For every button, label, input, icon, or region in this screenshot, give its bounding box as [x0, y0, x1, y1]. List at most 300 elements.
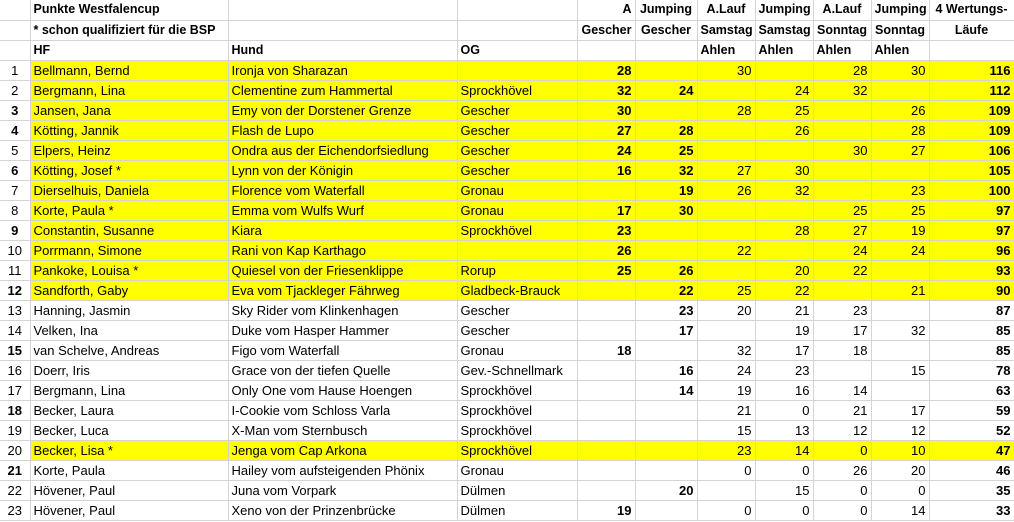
- hund-cell[interactable]: Jenga vom Cap Arkona: [228, 440, 457, 460]
- total-cell[interactable]: 90: [929, 280, 1014, 300]
- hf-cell[interactable]: Korte, Paula *: [30, 200, 228, 220]
- og-cell[interactable]: Gescher: [457, 100, 577, 120]
- jumping-gescher-cell[interactable]: [635, 460, 697, 480]
- hund-cell[interactable]: Flash de Lupo: [228, 120, 457, 140]
- total-cell[interactable]: 105: [929, 160, 1014, 180]
- a-gescher-cell[interactable]: 32: [577, 80, 635, 100]
- a-gescher-cell[interactable]: 26: [577, 240, 635, 260]
- table-row: [0, 480, 1014, 500]
- og-cell[interactable]: Gescher: [457, 160, 577, 180]
- alauf-sun-cell[interactable]: [813, 100, 871, 120]
- hf-cell[interactable]: Porrmann, Simone: [30, 240, 228, 260]
- hf-cell[interactable]: Korte, Paula: [30, 460, 228, 480]
- jumping-sat-cell[interactable]: 15: [755, 480, 813, 500]
- total-cell[interactable]: 52: [929, 420, 1014, 440]
- hund-cell[interactable]: Emma vom Wulfs Wurf: [228, 200, 457, 220]
- alauf-sat-cell[interactable]: [697, 200, 755, 220]
- a-gescher-cell[interactable]: 27: [577, 120, 635, 140]
- a-gescher-cell[interactable]: 25: [577, 260, 635, 280]
- row-number[interactable]: 21: [0, 460, 30, 480]
- alauf-sat-cell[interactable]: 20: [697, 300, 755, 320]
- hf-cell[interactable]: Hövener, Paul: [30, 480, 228, 500]
- alauf-sun-cell[interactable]: 12: [813, 420, 871, 440]
- jumping-gescher-cell[interactable]: [635, 100, 697, 120]
- jumping-gescher-cell[interactable]: [635, 500, 697, 520]
- header-alauf-sat[interactable]: A.Lauf: [697, 0, 755, 20]
- total-cell[interactable]: 33: [929, 500, 1014, 520]
- header-wertung[interactable]: 4 Wertungs-: [929, 0, 1014, 20]
- og-cell[interactable]: Gescher: [457, 140, 577, 160]
- total-cell[interactable]: 85: [929, 320, 1014, 340]
- jumping-sun-cell[interactable]: 19: [871, 220, 929, 240]
- og-cell[interactable]: Sprockhövel: [457, 220, 577, 240]
- alauf-sun-cell[interactable]: [813, 120, 871, 140]
- header-a-place[interactable]: Gescher: [577, 20, 635, 40]
- hf-cell[interactable]: Becker, Laura: [30, 400, 228, 420]
- alauf-sat-cell[interactable]: 0: [697, 460, 755, 480]
- og-cell[interactable]: Gronau: [457, 460, 577, 480]
- jumping-gescher-cell[interactable]: [635, 340, 697, 360]
- og-cell[interactable]: [457, 60, 577, 80]
- hund-cell[interactable]: Quiesel von der Friesenklippe: [228, 260, 457, 280]
- jumping-sat-cell[interactable]: 22: [755, 280, 813, 300]
- total-cell[interactable]: 116: [929, 60, 1014, 80]
- alauf-sun-cell[interactable]: 25: [813, 200, 871, 220]
- header-alauf-sun[interactable]: A.Lauf: [813, 0, 871, 20]
- jumping-sun-cell[interactable]: [871, 380, 929, 400]
- jumping-gescher-cell[interactable]: 19: [635, 180, 697, 200]
- hf-cell[interactable]: Becker, Lisa *: [30, 440, 228, 460]
- jumping-gescher-cell[interactable]: 32: [635, 160, 697, 180]
- jumping-gescher-cell[interactable]: 22: [635, 280, 697, 300]
- a-gescher-cell[interactable]: 28: [577, 60, 635, 80]
- jumping-sat-cell[interactable]: 30: [755, 160, 813, 180]
- og-cell[interactable]: Gescher: [457, 300, 577, 320]
- alauf-sat-cell[interactable]: 27: [697, 160, 755, 180]
- jumping-gescher-cell[interactable]: 16: [635, 360, 697, 380]
- row-number[interactable]: 19: [0, 420, 30, 440]
- alauf-sat-cell[interactable]: 15: [697, 420, 755, 440]
- jumping-sat-cell[interactable]: 21: [755, 300, 813, 320]
- header-jumping-sun-venue[interactable]: Ahlen: [871, 40, 929, 60]
- jumping-sun-cell[interactable]: 30: [871, 60, 929, 80]
- og-cell[interactable]: Rorup: [457, 260, 577, 280]
- jumping-sun-cell[interactable]: 17: [871, 400, 929, 420]
- jumping-gescher-cell[interactable]: 26: [635, 260, 697, 280]
- a-gescher-cell[interactable]: [577, 480, 635, 500]
- row-number[interactable]: 8: [0, 200, 30, 220]
- hf-cell[interactable]: Bellmann, Bernd: [30, 60, 228, 80]
- alauf-sun-cell[interactable]: 32: [813, 80, 871, 100]
- a-gescher-cell[interactable]: [577, 460, 635, 480]
- og-cell[interactable]: Gronau: [457, 180, 577, 200]
- a-gescher-cell[interactable]: [577, 280, 635, 300]
- hund-cell[interactable]: Figo vom Waterfall: [228, 340, 457, 360]
- jumping-sat-cell[interactable]: 26: [755, 120, 813, 140]
- alauf-sat-cell[interactable]: 0: [697, 500, 755, 520]
- alauf-sat-cell[interactable]: [697, 80, 755, 100]
- alauf-sun-cell[interactable]: 0: [813, 440, 871, 460]
- alauf-sun-cell[interactable]: [813, 160, 871, 180]
- og-cell[interactable]: [457, 240, 577, 260]
- jumping-sun-cell[interactable]: 24: [871, 240, 929, 260]
- jumping-sat-cell[interactable]: 25: [755, 100, 813, 120]
- jumping-gescher-cell[interactable]: [635, 440, 697, 460]
- row-number[interactable]: 11: [0, 260, 30, 280]
- jumping-sun-cell[interactable]: 20: [871, 460, 929, 480]
- jumping-sun-cell[interactable]: 15: [871, 360, 929, 380]
- alauf-sun-cell[interactable]: 30: [813, 140, 871, 160]
- column-header-row: [0, 40, 1014, 60]
- hund-cell[interactable]: Ondra aus der Eichendorfsiedlung: [228, 140, 457, 160]
- jumping-sat-cell[interactable]: 24: [755, 80, 813, 100]
- header-hf[interactable]: HF: [30, 40, 228, 60]
- header-alauf-sun-venue[interactable]: Ahlen: [813, 40, 871, 60]
- header-jumping[interactable]: Jumping: [635, 0, 697, 20]
- a-gescher-cell[interactable]: [577, 360, 635, 380]
- jumping-sat-cell[interactable]: 28: [755, 220, 813, 240]
- hund-cell[interactable]: I-Cookie vom Schloss Varla: [228, 400, 457, 420]
- a-gescher-cell[interactable]: 17: [577, 200, 635, 220]
- hund-cell[interactable]: Florence vom Waterfall: [228, 180, 457, 200]
- total-cell[interactable]: 100: [929, 180, 1014, 200]
- jumping-sat-cell[interactable]: 13: [755, 420, 813, 440]
- og-cell[interactable]: Sprockhövel: [457, 380, 577, 400]
- hf-cell[interactable]: Bergmann, Lina: [30, 80, 228, 100]
- cell[interactable]: [0, 40, 30, 60]
- jumping-gescher-cell[interactable]: [635, 420, 697, 440]
- jumping-gescher-cell[interactable]: [635, 220, 697, 240]
- a-gescher-cell[interactable]: [577, 380, 635, 400]
- row-number[interactable]: 7: [0, 180, 30, 200]
- og-cell[interactable]: Sprockhövel: [457, 420, 577, 440]
- row-number[interactable]: 2: [0, 80, 30, 100]
- og-cell[interactable]: Dülmen: [457, 480, 577, 500]
- jumping-sat-cell[interactable]: 17: [755, 340, 813, 360]
- cell[interactable]: [635, 40, 697, 60]
- jumping-sun-cell[interactable]: [871, 80, 929, 100]
- hund-cell[interactable]: Eva vom Tjackleger Fährweg: [228, 280, 457, 300]
- alauf-sun-cell[interactable]: 0: [813, 480, 871, 500]
- a-gescher-cell[interactable]: [577, 400, 635, 420]
- jumping-sun-cell[interactable]: 27: [871, 140, 929, 160]
- total-cell[interactable]: 96: [929, 240, 1014, 260]
- alauf-sun-cell[interactable]: 28: [813, 60, 871, 80]
- cell[interactable]: [929, 40, 1014, 60]
- row-number[interactable]: 23: [0, 500, 30, 520]
- hf-cell[interactable]: Bergmann, Lina: [30, 380, 228, 400]
- alauf-sat-cell[interactable]: 28: [697, 100, 755, 120]
- jumping-gescher-cell[interactable]: 24: [635, 80, 697, 100]
- a-gescher-cell[interactable]: [577, 300, 635, 320]
- jumping-sat-cell[interactable]: 23: [755, 360, 813, 380]
- alauf-sun-cell[interactable]: 21: [813, 400, 871, 420]
- header-jumping-sat-venue[interactable]: Ahlen: [755, 40, 813, 60]
- row-number[interactable]: 20: [0, 440, 30, 460]
- alauf-sat-cell[interactable]: 23: [697, 440, 755, 460]
- alauf-sat-cell[interactable]: 24: [697, 360, 755, 380]
- hf-cell[interactable]: Constantin, Susanne: [30, 220, 228, 240]
- jumping-gescher-cell[interactable]: [635, 240, 697, 260]
- hf-cell[interactable]: Doerr, Iris: [30, 360, 228, 380]
- og-cell[interactable]: Dülmen: [457, 500, 577, 520]
- alauf-sun-cell[interactable]: 18: [813, 340, 871, 360]
- og-cell[interactable]: Gev.-Schnellmark: [457, 360, 577, 380]
- hf-cell[interactable]: van Schelve, Andreas: [30, 340, 228, 360]
- hf-cell[interactable]: Hövener, Paul: [30, 500, 228, 520]
- og-cell[interactable]: Gronau: [457, 200, 577, 220]
- og-cell[interactable]: Sprockhövel: [457, 440, 577, 460]
- header-og[interactable]: OG: [457, 40, 577, 60]
- sheet-title[interactable]: Punkte Westfalencup: [30, 0, 228, 20]
- jumping-sun-cell[interactable]: 23: [871, 180, 929, 200]
- hf-cell[interactable]: Pankoke, Louisa *: [30, 260, 228, 280]
- alauf-sun-cell[interactable]: [813, 280, 871, 300]
- total-cell[interactable]: 97: [929, 200, 1014, 220]
- hund-cell[interactable]: Hailey vom aufsteigenden Phönix: [228, 460, 457, 480]
- row-number[interactable]: 1: [0, 60, 30, 80]
- hf-cell[interactable]: Jansen, Jana: [30, 100, 228, 120]
- alauf-sun-cell[interactable]: 14: [813, 380, 871, 400]
- jumping-sat-cell[interactable]: 32: [755, 180, 813, 200]
- cell[interactable]: [577, 40, 635, 60]
- alauf-sat-cell[interactable]: 21: [697, 400, 755, 420]
- table-row: [0, 360, 1014, 380]
- table-row: [0, 460, 1014, 480]
- total-cell[interactable]: 109: [929, 100, 1014, 120]
- header-a[interactable]: A: [577, 0, 635, 20]
- jumping-sun-cell[interactable]: 26: [871, 100, 929, 120]
- total-cell[interactable]: 112: [929, 80, 1014, 100]
- alauf-sat-cell[interactable]: 25: [697, 280, 755, 300]
- row-number[interactable]: 5: [0, 140, 30, 160]
- hund-cell[interactable]: Rani von Kap Karthago: [228, 240, 457, 260]
- hund-cell[interactable]: Only One vom Hause Hoengen: [228, 380, 457, 400]
- cell[interactable]: [457, 20, 577, 40]
- row-number[interactable]: 9: [0, 220, 30, 240]
- cell[interactable]: [228, 20, 457, 40]
- jumping-gescher-cell[interactable]: [635, 60, 697, 80]
- jumping-sat-cell[interactable]: 0: [755, 500, 813, 520]
- hf-cell[interactable]: Dierselhuis, Daniela: [30, 180, 228, 200]
- total-cell[interactable]: 106: [929, 140, 1014, 160]
- jumping-sat-cell[interactable]: 16: [755, 380, 813, 400]
- jumping-gescher-cell[interactable]: 23: [635, 300, 697, 320]
- table-row: [0, 160, 1014, 180]
- table-row: [0, 380, 1014, 400]
- header-hund[interactable]: Hund: [228, 40, 457, 60]
- alauf-sat-cell[interactable]: 19: [697, 380, 755, 400]
- header-alauf-sat-venue[interactable]: Ahlen: [697, 40, 755, 60]
- jumping-sun-cell[interactable]: [871, 300, 929, 320]
- total-cell[interactable]: 85: [929, 340, 1014, 360]
- alauf-sat-cell[interactable]: 22: [697, 240, 755, 260]
- og-cell[interactable]: Gescher: [457, 320, 577, 340]
- total-cell[interactable]: 97: [929, 220, 1014, 240]
- jumping-gescher-cell[interactable]: 25: [635, 140, 697, 160]
- hund-cell[interactable]: Duke vom Hasper Hammer: [228, 320, 457, 340]
- header-jumping-sat-day[interactable]: Samstag: [755, 20, 813, 40]
- hf-cell[interactable]: Hanning, Jasmin: [30, 300, 228, 320]
- alauf-sat-cell[interactable]: [697, 140, 755, 160]
- hund-cell[interactable]: Emy von der Dorstener Grenze: [228, 100, 457, 120]
- hf-cell[interactable]: Elpers, Heinz: [30, 140, 228, 160]
- alauf-sat-cell[interactable]: [697, 120, 755, 140]
- alauf-sun-cell[interactable]: 27: [813, 220, 871, 240]
- jumping-sun-cell[interactable]: 0: [871, 480, 929, 500]
- hf-cell[interactable]: Velken, Ina: [30, 320, 228, 340]
- qualified-note[interactable]: * schon qualifiziert für die BSP: [30, 20, 228, 40]
- row-number[interactable]: 10: [0, 240, 30, 260]
- table-row: [0, 80, 1014, 100]
- hf-cell[interactable]: Sandforth, Gaby: [30, 280, 228, 300]
- jumping-sun-cell[interactable]: 14: [871, 500, 929, 520]
- jumping-sat-cell[interactable]: [755, 140, 813, 160]
- total-cell[interactable]: 93: [929, 260, 1014, 280]
- title-row: [0, 0, 1014, 20]
- jumping-sat-cell[interactable]: 20: [755, 260, 813, 280]
- alauf-sat-cell[interactable]: 32: [697, 340, 755, 360]
- hf-cell[interactable]: Kötting, Jannik: [30, 120, 228, 140]
- alauf-sun-cell[interactable]: 22: [813, 260, 871, 280]
- hund-cell[interactable]: Xeno von der Prinzenbrücke: [228, 500, 457, 520]
- row-number[interactable]: 17: [0, 380, 30, 400]
- jumping-sun-cell[interactable]: 21: [871, 280, 929, 300]
- a-gescher-cell[interactable]: 18: [577, 340, 635, 360]
- jumping-sun-cell[interactable]: 25: [871, 200, 929, 220]
- row-number[interactable]: 13: [0, 300, 30, 320]
- a-gescher-cell[interactable]: [577, 180, 635, 200]
- row-number[interactable]: 18: [0, 400, 30, 420]
- row-number[interactable]: 22: [0, 480, 30, 500]
- a-gescher-cell[interactable]: [577, 320, 635, 340]
- jumping-sat-cell[interactable]: 0: [755, 400, 813, 420]
- a-gescher-cell[interactable]: 24: [577, 140, 635, 160]
- hund-cell[interactable]: X-Man vom Sternbusch: [228, 420, 457, 440]
- hf-cell[interactable]: Becker, Luca: [30, 420, 228, 440]
- total-cell[interactable]: 46: [929, 460, 1014, 480]
- hund-cell[interactable]: Juna vom Vorpark: [228, 480, 457, 500]
- a-gescher-cell[interactable]: [577, 420, 635, 440]
- alauf-sun-cell[interactable]: 24: [813, 240, 871, 260]
- total-cell[interactable]: 87: [929, 300, 1014, 320]
- table-row: [0, 180, 1014, 200]
- alauf-sun-cell[interactable]: [813, 360, 871, 380]
- alauf-sun-cell[interactable]: 0: [813, 500, 871, 520]
- jumping-sun-cell[interactable]: [871, 340, 929, 360]
- jumping-sun-cell[interactable]: 10: [871, 440, 929, 460]
- alauf-sat-cell[interactable]: 26: [697, 180, 755, 200]
- jumping-sat-cell[interactable]: 0: [755, 460, 813, 480]
- total-cell[interactable]: 63: [929, 380, 1014, 400]
- hund-cell[interactable]: Grace von der tiefen Quelle: [228, 360, 457, 380]
- og-cell[interactable]: Gladbeck-Brauck: [457, 280, 577, 300]
- row-number[interactable]: 15: [0, 340, 30, 360]
- a-gescher-cell[interactable]: 30: [577, 100, 635, 120]
- a-gescher-cell[interactable]: [577, 440, 635, 460]
- hund-cell[interactable]: Sky Rider vom Klinkenhagen: [228, 300, 457, 320]
- og-cell[interactable]: Sprockhövel: [457, 80, 577, 100]
- jumping-gescher-cell[interactable]: 14: [635, 380, 697, 400]
- header-jumping-sun[interactable]: Jumping: [871, 0, 929, 20]
- jumping-sun-cell[interactable]: 32: [871, 320, 929, 340]
- jumping-gescher-cell[interactable]: [635, 400, 697, 420]
- header-jumping-sat[interactable]: Jumping: [755, 0, 813, 20]
- og-cell[interactable]: Gronau: [457, 340, 577, 360]
- jumping-sun-cell[interactable]: [871, 260, 929, 280]
- jumping-sun-cell[interactable]: 28: [871, 120, 929, 140]
- header-jumping-place[interactable]: Gescher: [635, 20, 697, 40]
- total-cell[interactable]: 35: [929, 480, 1014, 500]
- jumping-sun-cell[interactable]: 12: [871, 420, 929, 440]
- row-number[interactable]: 16: [0, 360, 30, 380]
- jumping-sat-cell[interactable]: 14: [755, 440, 813, 460]
- header-alauf-sun-day[interactable]: Sonntag: [813, 20, 871, 40]
- jumping-sat-cell[interactable]: 19: [755, 320, 813, 340]
- table-row: [0, 260, 1014, 280]
- total-cell[interactable]: 109: [929, 120, 1014, 140]
- jumping-gescher-cell[interactable]: 17: [635, 320, 697, 340]
- jumping-sat-cell[interactable]: [755, 240, 813, 260]
- jumping-gescher-cell[interactable]: 20: [635, 480, 697, 500]
- cell[interactable]: [0, 0, 30, 20]
- jumping-sun-cell[interactable]: [871, 160, 929, 180]
- table-row: [0, 500, 1014, 520]
- cell[interactable]: [0, 20, 30, 40]
- cell[interactable]: [457, 0, 577, 20]
- og-cell[interactable]: Sprockhövel: [457, 400, 577, 420]
- cell[interactable]: [228, 0, 457, 20]
- header-laeufe[interactable]: Läufe: [929, 20, 1014, 40]
- alauf-sun-cell[interactable]: 23: [813, 300, 871, 320]
- alauf-sun-cell[interactable]: [813, 180, 871, 200]
- table-row: [0, 280, 1014, 300]
- hund-cell[interactable]: Lynn von der Königin: [228, 160, 457, 180]
- row-number[interactable]: 6: [0, 160, 30, 180]
- row-number[interactable]: 14: [0, 320, 30, 340]
- note-row: [0, 20, 1014, 40]
- jumping-gescher-cell[interactable]: 30: [635, 200, 697, 220]
- alauf-sat-cell[interactable]: [697, 220, 755, 240]
- total-cell[interactable]: 47: [929, 440, 1014, 460]
- alauf-sun-cell[interactable]: 26: [813, 460, 871, 480]
- alauf-sat-cell[interactable]: [697, 480, 755, 500]
- alauf-sat-cell[interactable]: [697, 260, 755, 280]
- a-gescher-cell[interactable]: 23: [577, 220, 635, 240]
- row-number[interactable]: 3: [0, 100, 30, 120]
- header-jumping-sun-day[interactable]: Sonntag: [871, 20, 929, 40]
- hund-cell[interactable]: Ironja von Sharazan: [228, 60, 457, 80]
- hf-cell[interactable]: Kötting, Josef *: [30, 160, 228, 180]
- jumping-sat-cell[interactable]: [755, 200, 813, 220]
- alauf-sat-cell[interactable]: 30: [697, 60, 755, 80]
- og-cell[interactable]: Gescher: [457, 120, 577, 140]
- jumping-sat-cell[interactable]: [755, 60, 813, 80]
- hund-cell[interactable]: Kiara: [228, 220, 457, 240]
- total-cell[interactable]: 59: [929, 400, 1014, 420]
- table-row: [0, 240, 1014, 260]
- a-gescher-cell[interactable]: 19: [577, 500, 635, 520]
- alauf-sun-cell[interactable]: 17: [813, 320, 871, 340]
- alauf-sat-cell[interactable]: [697, 320, 755, 340]
- hund-cell[interactable]: Clementine zum Hammertal: [228, 80, 457, 100]
- jumping-gescher-cell[interactable]: 28: [635, 120, 697, 140]
- row-number[interactable]: 4: [0, 120, 30, 140]
- header-alauf-sat-day[interactable]: Samstag: [697, 20, 755, 40]
- a-gescher-cell[interactable]: 16: [577, 160, 635, 180]
- total-cell[interactable]: 78: [929, 360, 1014, 380]
- row-number[interactable]: 12: [0, 280, 30, 300]
